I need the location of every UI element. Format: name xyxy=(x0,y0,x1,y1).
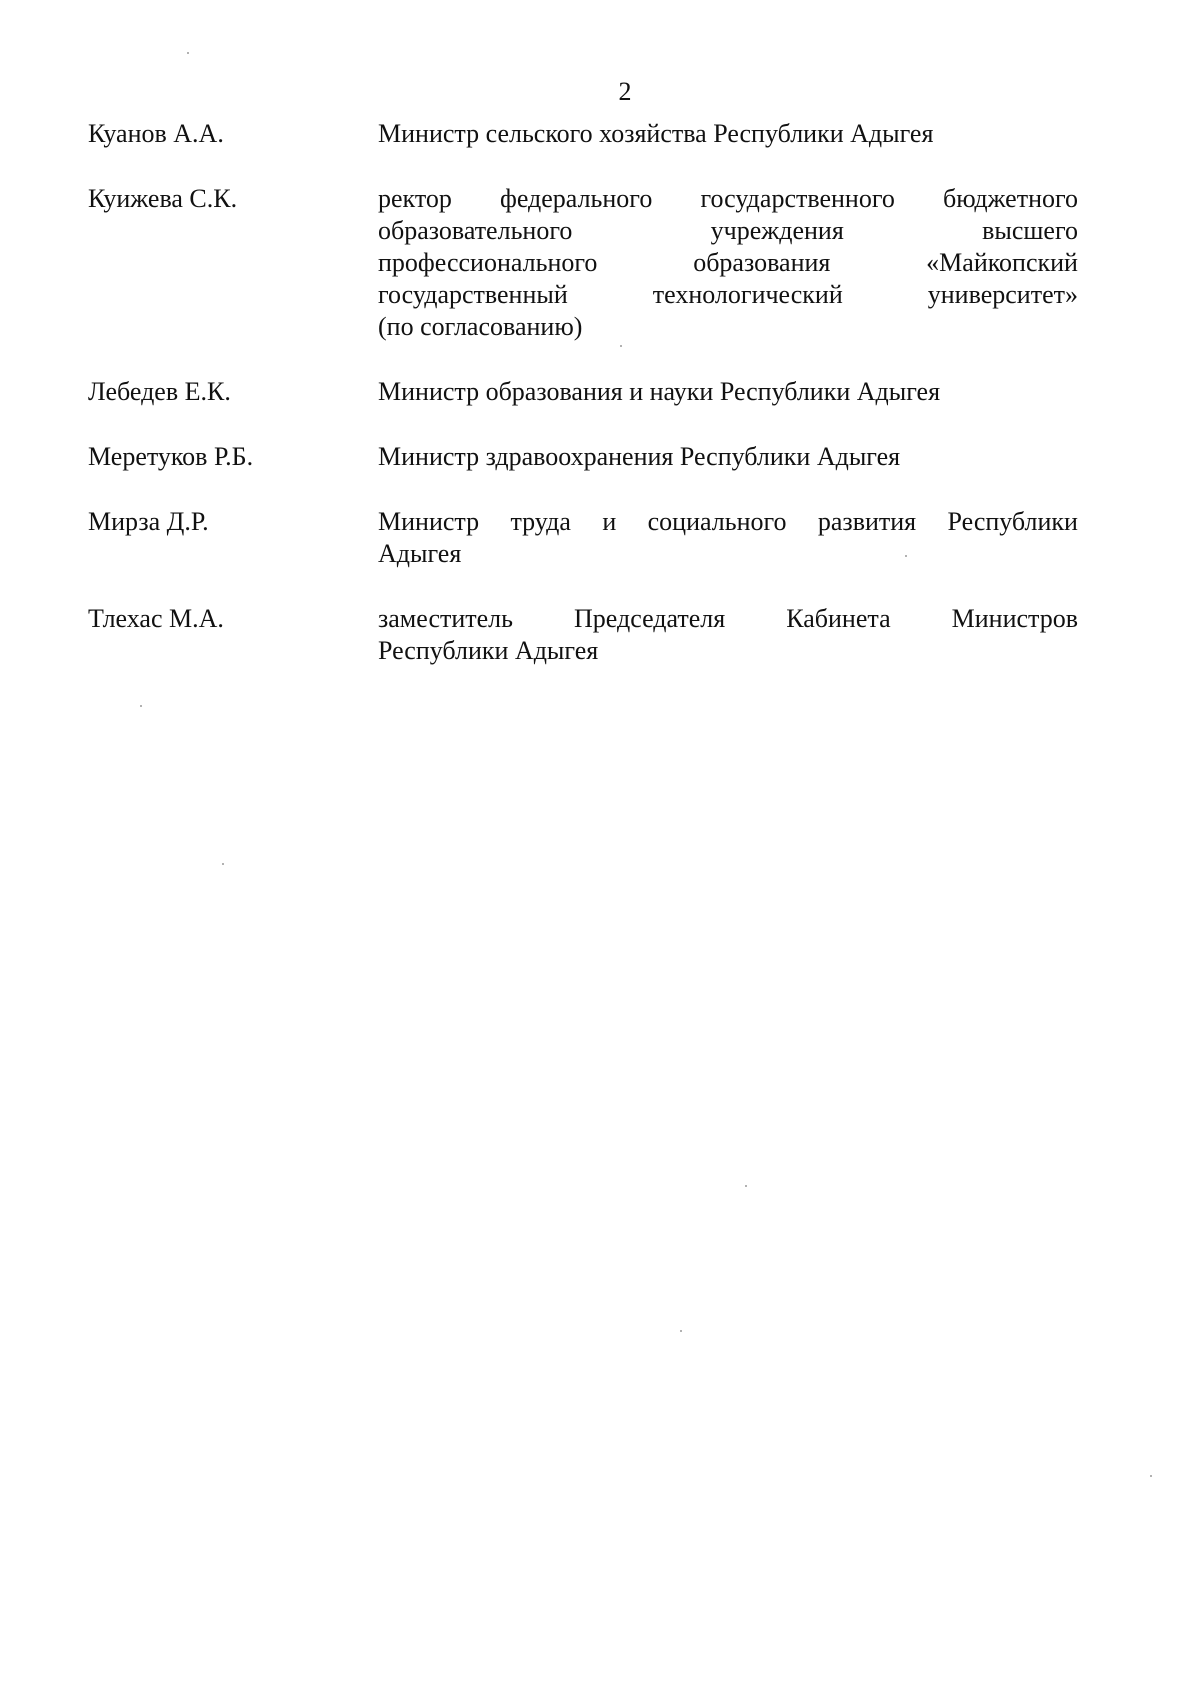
position-text: развития xyxy=(817,507,917,536)
position-line xyxy=(378,183,1078,215)
scan-speck xyxy=(1150,1475,1152,1477)
scan-speck xyxy=(745,1185,747,1187)
position-text: Министр здравоохранения Республики Адыгея xyxy=(378,442,901,471)
member-name: Мирза Д.Р. xyxy=(88,507,209,536)
member-position xyxy=(378,603,1078,667)
position-line xyxy=(378,376,1078,408)
position-text: социального xyxy=(647,507,787,536)
member-position xyxy=(378,376,1078,408)
position-text: Министр образования и науки Республики Адыгея xyxy=(378,377,941,406)
position-text: Министр xyxy=(378,507,480,536)
position-text: государственный xyxy=(378,280,568,309)
scan-speck xyxy=(680,1330,682,1332)
position-text: и xyxy=(602,507,617,536)
member-position xyxy=(378,441,1078,473)
member-name: Куанов А.А. xyxy=(88,119,224,148)
position-text: федерального xyxy=(499,184,653,213)
member-name: Тлехас М.А. xyxy=(88,604,224,633)
scan-speck xyxy=(140,705,142,707)
position-text: Кабинета xyxy=(786,604,891,633)
position-text: «Майкопский xyxy=(926,248,1078,277)
position-text: Республики Адыгея xyxy=(378,636,599,665)
member-position xyxy=(378,183,1078,343)
member-row xyxy=(88,603,1078,667)
position-text: государственного xyxy=(700,184,895,213)
position-text: Адыгея xyxy=(378,539,462,568)
member-list xyxy=(88,118,1078,700)
member-position xyxy=(378,118,1078,150)
member-name: Лебедев Е.К. xyxy=(88,377,231,406)
scan-speck xyxy=(222,863,224,865)
position-text: (по согласованию) xyxy=(378,312,583,341)
position-line xyxy=(378,279,1078,311)
position-text: учреждения xyxy=(710,216,844,245)
position-text: Председателя xyxy=(574,604,726,633)
position-text: университет» xyxy=(927,280,1078,309)
page-number: 2 xyxy=(618,77,632,106)
scan-speck xyxy=(187,52,189,54)
position-text: заместитель xyxy=(378,604,514,633)
position-line xyxy=(378,603,1078,635)
member-position xyxy=(378,506,1078,570)
position-text: профессионального xyxy=(378,248,598,277)
position-text: Министр сельского хозяйства Республики Адыгея xyxy=(378,119,934,148)
position-line xyxy=(378,215,1078,247)
scan-speck xyxy=(905,555,907,557)
position-line xyxy=(378,311,1078,343)
position-line xyxy=(378,635,1078,667)
member-row xyxy=(88,183,1078,343)
position-text: технологический xyxy=(652,280,843,309)
scan-speck xyxy=(620,345,622,347)
position-text: образовательного xyxy=(378,216,573,245)
member-row xyxy=(88,441,1078,473)
position-line xyxy=(378,247,1078,279)
member-row xyxy=(88,118,1078,150)
position-line xyxy=(378,118,1078,150)
position-text: труда xyxy=(510,507,571,536)
position-text: Министров xyxy=(951,604,1078,633)
position-text: ректор xyxy=(378,184,452,213)
position-line xyxy=(378,441,1078,473)
member-row xyxy=(88,376,1078,408)
position-line xyxy=(378,538,1078,570)
member-name: Куижева С.К. xyxy=(88,184,238,213)
member-name: Меретуков Р.Б. xyxy=(88,442,254,471)
position-line xyxy=(378,506,1078,538)
member-row xyxy=(88,506,1078,570)
position-text: Республики xyxy=(947,507,1078,536)
position-text: образования xyxy=(693,248,831,277)
position-text: высшего xyxy=(982,216,1078,245)
position-text: бюджетного xyxy=(942,184,1078,213)
